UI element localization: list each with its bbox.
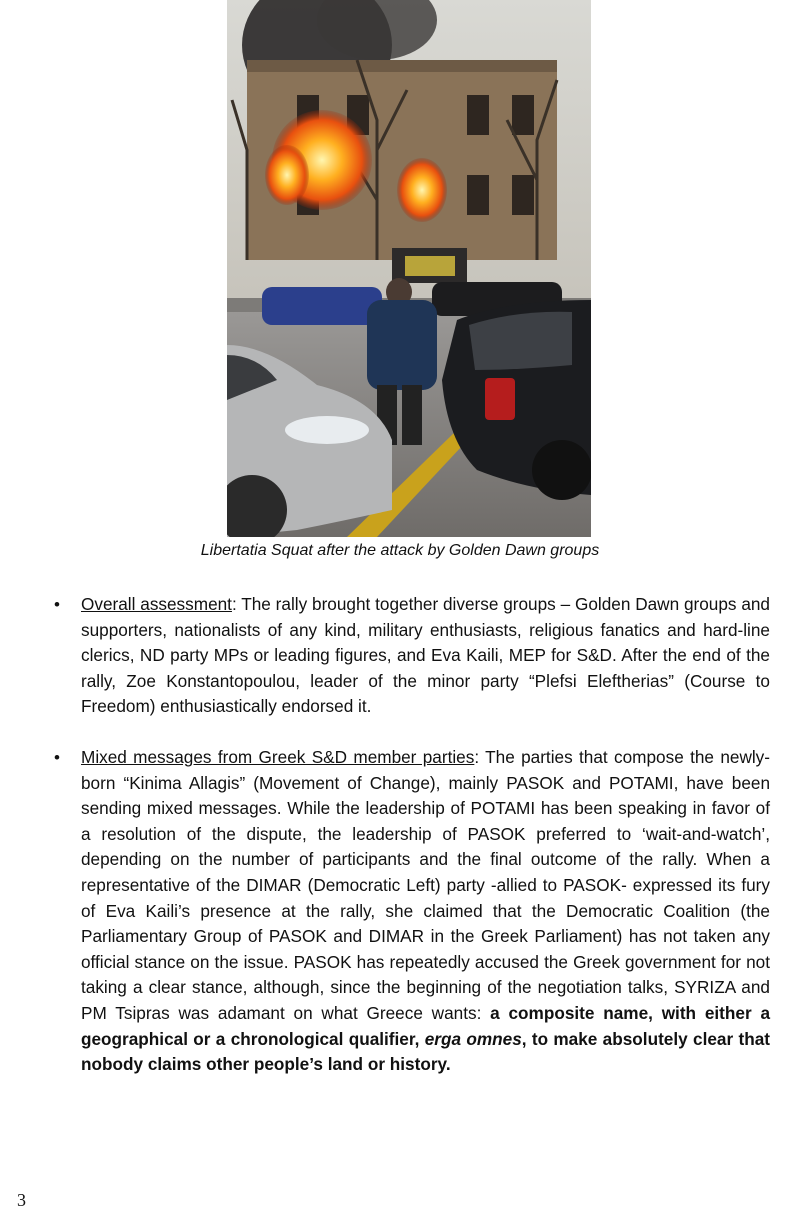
burning-building-photo xyxy=(227,0,591,537)
bullet-label: Mixed messages from Greek S&D member parties xyxy=(81,746,475,767)
bullet-text: : The rally brought together diverse groups – Golden Dawn groups and supporters, nationalists of any kind, military enthusiasts, religious fanatics and hard-line clerics, ND party MPs or leading figures, and Eva Kaili, MEP for S&D. After the end of the rally, Zoe Konstantopoulou, leader of the minor party “Plefsi Eleftherias” (Course to Freedom) enthusiastically endorsed it. xyxy=(81,594,770,717)
bullet-mixed-messages xyxy=(54,745,770,1078)
bullet-text: : The parties that compose the newly-born “Kinima Allagis” (Movement of Change), mainly PASOK and POTAMI, have been sending mixed messages. While the leadership of POTAMI has been speaking in favor of a resolution of the dispute, the leadership of PASOK preferred to ‘wait-and-watch’, depending on the number of participants and the final outcome of the rally. When a representative of the DIMAR (Democratic Left) party -allied to PASOK- expressed its fury of Eva Kaili’s presence at the rally, she claimed that the Democratic Coalition (the Parliamentary Group of PASOK and DIMAR in the Greek Parliament) has not taken any official stance on the issue. PASOK has repeatedly accused the Greek government for not taking a clear stance, although, since the beginning of the negotiation talks, SYRIZA and PM Tsipras was adamant on what Greece wants: xyxy=(81,746,770,1023)
page-number: 3 xyxy=(17,1190,26,1210)
bullet-list xyxy=(54,592,770,1103)
bullet-overall-assessment xyxy=(54,592,770,720)
bullet-label: Overall assessment xyxy=(81,594,232,614)
bold-statement-end: , to make absolutely clear that nobody claims other people’s land or history. xyxy=(81,1028,770,1075)
bullet-dot-icon: • xyxy=(54,595,60,614)
bold-statement: a composite name, with either a geographical or a chronological qualifier, xyxy=(81,1002,770,1049)
figure-caption: Libertatia Squat after the attack by Golden Dawn groups xyxy=(200,542,600,559)
bullet-dot-icon: • xyxy=(54,747,60,767)
bold-italic-term: erga omnes xyxy=(424,1028,522,1049)
